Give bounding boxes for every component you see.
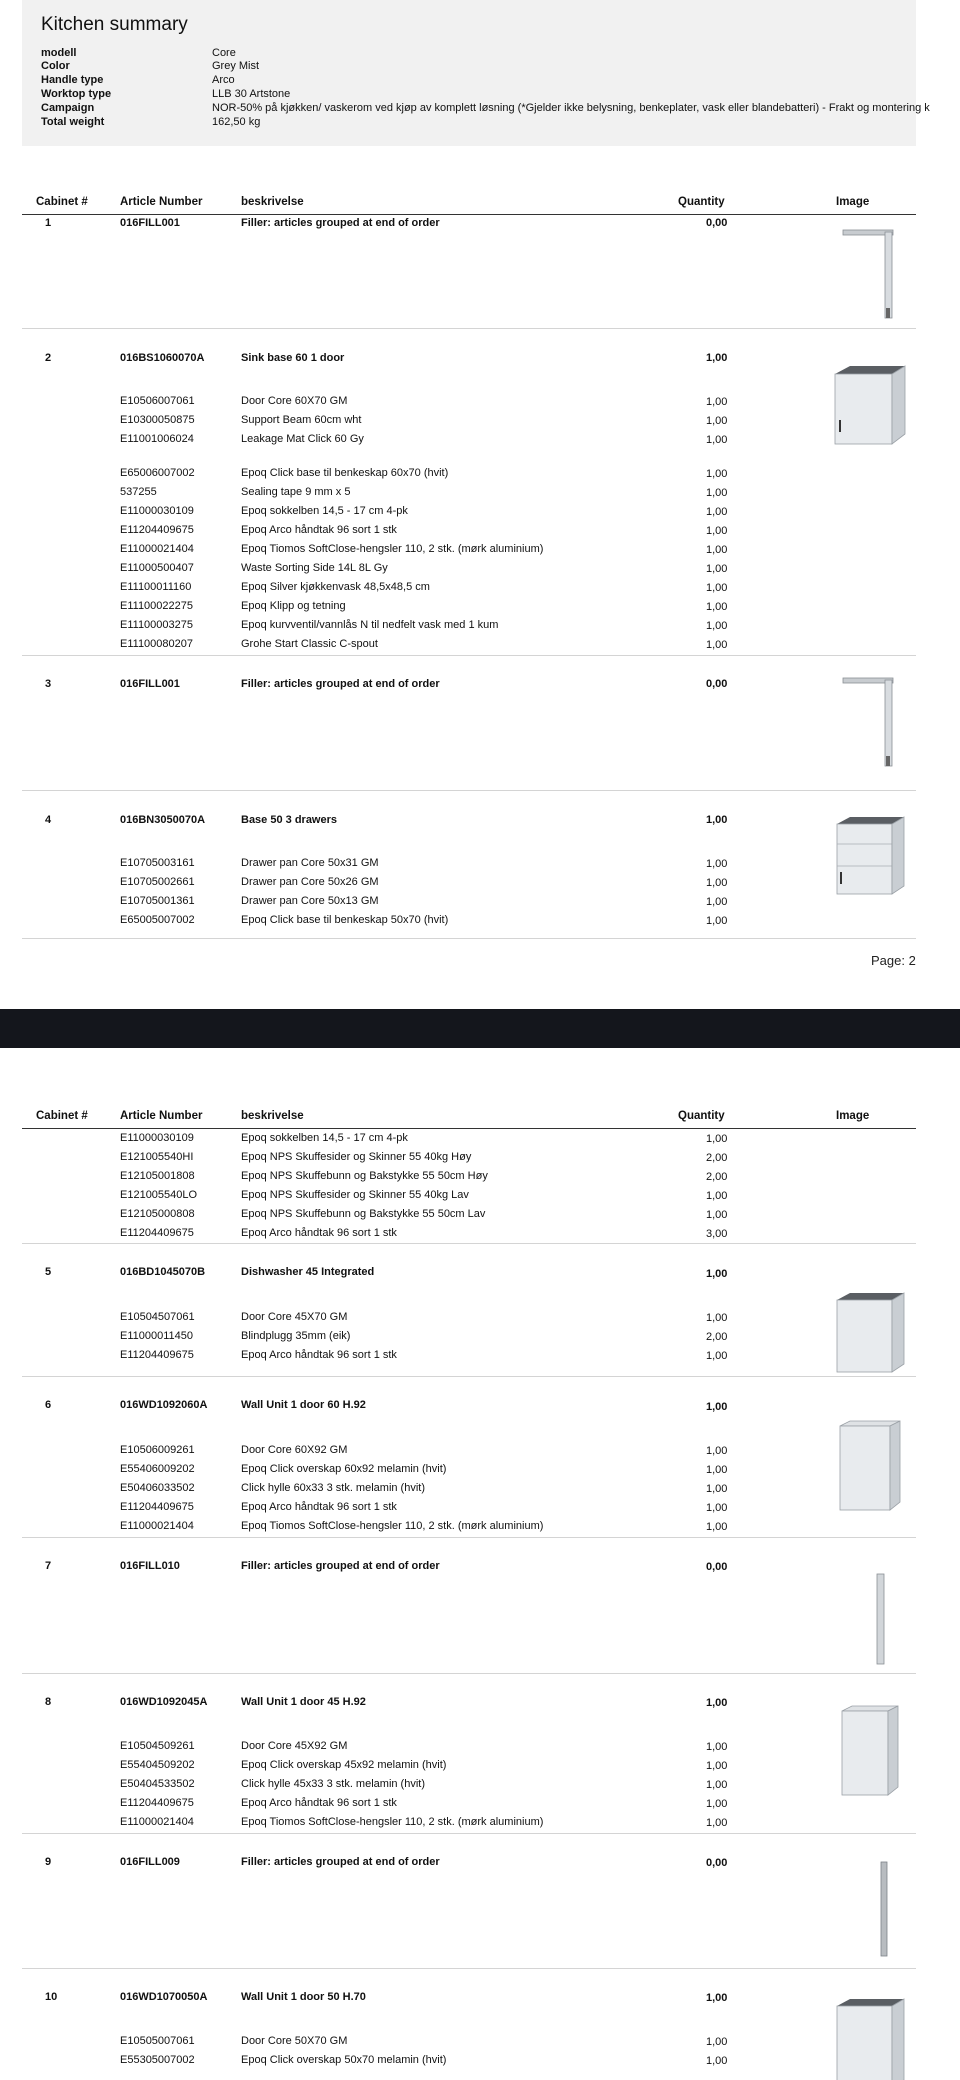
quantity: 3,00 bbox=[706, 1228, 728, 1240]
quantity: 1,00 bbox=[706, 1760, 728, 1772]
quantity: 0,00 bbox=[706, 678, 728, 690]
quantity: 1,00 bbox=[706, 1817, 728, 1829]
article-number: 016BD1045070B bbox=[120, 1266, 206, 1278]
description: Epoq Tiomos SoftClose-hengsler 110, 2 stk. (mørk aluminium) bbox=[241, 1816, 544, 1828]
description: Epoq NPS Skuffesider og Skinner 55 40kg Lav bbox=[241, 1189, 469, 1201]
cabinet-number: 8 bbox=[45, 1696, 52, 1708]
article-number: E11000030109 bbox=[120, 1132, 194, 1144]
quantity: 1,00 bbox=[706, 1741, 728, 1753]
quantity: 1,00 bbox=[706, 563, 728, 575]
description: Epoq NPS Skuffebunn og Bakstykke 55 50cm Høy bbox=[241, 1170, 488, 1182]
quantity: 2,00 bbox=[706, 1152, 728, 1164]
article-number: E11204409675 bbox=[120, 1797, 194, 1809]
cabinet-number: 3 bbox=[45, 678, 52, 690]
description: Door Core 60X92 GM bbox=[241, 1444, 348, 1456]
cabinet-number: 5 bbox=[45, 1266, 52, 1278]
article-number: 537255 bbox=[120, 486, 157, 498]
quantity: 1,00 bbox=[706, 1133, 728, 1145]
quantity: 1,00 bbox=[706, 1190, 728, 1202]
summary-key: modell bbox=[41, 47, 77, 59]
description: Epoq Click overskap 60x92 melamin (hvit) bbox=[241, 1463, 447, 1475]
quantity: 1,00 bbox=[706, 1483, 728, 1495]
summary-key: Handle type bbox=[41, 74, 104, 86]
description: Wall Unit 1 door 45 H.92 bbox=[241, 1696, 366, 1708]
quantity: 1,00 bbox=[706, 352, 728, 364]
description: Epoq Silver kjøkkenvask 48,5x48,5 cm bbox=[241, 581, 430, 593]
description: Drawer pan Core 50x31 GM bbox=[241, 857, 379, 869]
row-separator bbox=[22, 1968, 916, 1969]
description: Epoq Tiomos SoftClose-hengsler 110, 2 stk. (mørk aluminium) bbox=[241, 1520, 544, 1532]
filler-image bbox=[842, 228, 897, 323]
description: Dishwasher 45 Integrated bbox=[241, 1266, 375, 1278]
quantity: 1,00 bbox=[706, 1521, 728, 1533]
quantity: 1,00 bbox=[706, 1312, 728, 1324]
description: Wall Unit 1 door 50 H.70 bbox=[241, 1991, 366, 2003]
quantity: 1,00 bbox=[706, 877, 728, 889]
article-number: E12105001808 bbox=[120, 1170, 195, 1182]
quantity: 1,00 bbox=[706, 1502, 728, 1514]
description: Epoq Arco håndtak 96 sort 1 stk bbox=[241, 524, 397, 536]
quantity: 2,00 bbox=[706, 1171, 728, 1183]
article-number: E10504509261 bbox=[120, 1740, 195, 1752]
wall-unit-image bbox=[838, 1705, 903, 1797]
article-number: E11100011160 bbox=[120, 581, 192, 593]
header-quantity: Quantity bbox=[678, 1110, 725, 1122]
quantity: 1,00 bbox=[706, 2036, 728, 2048]
wall-unit-image bbox=[836, 1420, 906, 1512]
quantity: 1,00 bbox=[706, 1798, 728, 1810]
description: Support Beam 60cm wht bbox=[241, 414, 362, 426]
filler-image bbox=[872, 1572, 892, 1668]
filler-image bbox=[876, 1860, 896, 1960]
quantity: 1,00 bbox=[706, 487, 728, 499]
description: Filler: articles grouped at end of order bbox=[241, 1856, 440, 1868]
article-number: 016WD1092060A bbox=[120, 1399, 208, 1411]
quantity: 1,00 bbox=[706, 1268, 728, 1280]
quantity: 1,00 bbox=[706, 915, 728, 927]
article-number: 016WD1070050A bbox=[120, 1991, 208, 2003]
row-separator bbox=[22, 655, 916, 656]
article-number: E10705001361 bbox=[120, 895, 195, 907]
row-separator bbox=[22, 328, 916, 329]
article-number: E11001006024 bbox=[120, 433, 194, 445]
header-article: Article Number bbox=[120, 1110, 203, 1122]
row-separator bbox=[22, 1673, 916, 1674]
article-number: E11000011450 bbox=[120, 1330, 193, 1342]
article-number: E11204409675 bbox=[120, 1227, 194, 1239]
article-number: E11000030109 bbox=[120, 505, 194, 517]
article-number: 016FILL001 bbox=[120, 678, 180, 690]
summary-key: Total weight bbox=[41, 116, 105, 128]
quantity: 1,00 bbox=[706, 601, 728, 613]
quantity: 1,00 bbox=[706, 639, 728, 651]
article-number: E11204409675 bbox=[120, 1501, 194, 1513]
page-number: Page: 2 bbox=[871, 953, 916, 968]
quantity: 1,00 bbox=[706, 1209, 728, 1221]
description: Epoq sokkelben 14,5 - 17 cm 4-pk bbox=[241, 1132, 408, 1144]
description: Drawer pan Core 50x13 GM bbox=[241, 895, 379, 907]
article-number: E55406009202 bbox=[120, 1463, 195, 1475]
article-number: E11100003275 bbox=[120, 619, 193, 631]
article-number: E10506007061 bbox=[120, 395, 195, 407]
description: Click hylle 45x33 3 stk. melamin (hvit) bbox=[241, 1778, 426, 1790]
cabinet-number: 7 bbox=[45, 1560, 52, 1572]
quantity: 1,00 bbox=[706, 1992, 728, 2004]
article-number: E10506009261 bbox=[120, 1444, 195, 1456]
quantity: 2,00 bbox=[706, 1331, 728, 1343]
article-number: E10505007061 bbox=[120, 2035, 195, 2047]
header-article: Article Number bbox=[120, 196, 203, 208]
row-separator bbox=[22, 1376, 916, 1377]
kitchen-summary bbox=[22, 0, 930, 146]
description: Grohe Start Classic C-spout bbox=[241, 638, 378, 650]
quantity: 1,00 bbox=[706, 814, 728, 826]
description: Epoq Arco håndtak 96 sort 1 stk bbox=[241, 1227, 397, 1239]
article-number: E11000021404 bbox=[120, 543, 194, 555]
summary-value: LLB 30 Artstone bbox=[212, 88, 291, 100]
description: Door Core 45X70 GM bbox=[241, 1311, 348, 1323]
header-image: Image bbox=[836, 196, 870, 208]
quantity: 1,00 bbox=[706, 506, 728, 518]
article-number: E10705002661 bbox=[120, 876, 195, 888]
description: Leakage Mat Click 60 Gy bbox=[241, 433, 364, 445]
article-number: E11000021404 bbox=[120, 1520, 194, 1532]
header-cabinet: Cabinet # bbox=[36, 1110, 88, 1122]
header-description: beskrivelse bbox=[241, 1110, 304, 1122]
article-number: E11000021404 bbox=[120, 1816, 194, 1828]
article-number: E121005540HI bbox=[120, 1151, 194, 1163]
dishwasher-image bbox=[832, 1290, 912, 1380]
sink-base-image bbox=[830, 362, 910, 452]
description: Sealing tape 9 mm x 5 bbox=[241, 486, 351, 498]
description: Epoq NPS Skuffesider og Skinner 55 40kg Høy bbox=[241, 1151, 472, 1163]
description: Door Core 60X70 GM bbox=[241, 395, 348, 407]
cabinet-number: 10 bbox=[45, 1991, 58, 2003]
quantity: 1,00 bbox=[706, 544, 728, 556]
article-number: 016FILL010 bbox=[120, 1560, 180, 1572]
cabinet-number: 2 bbox=[45, 352, 52, 364]
summary-value: Core bbox=[212, 47, 236, 59]
quantity: 1,00 bbox=[706, 1350, 728, 1362]
quantity: 1,00 bbox=[706, 396, 728, 408]
header-description: beskrivelse bbox=[241, 196, 304, 208]
row-separator bbox=[22, 1243, 916, 1244]
description: Click hylle 60x33 3 stk. melamin (hvit) bbox=[241, 1482, 426, 1494]
article-number: E11000500407 bbox=[120, 562, 194, 574]
description: Epoq Arco håndtak 96 sort 1 stk bbox=[241, 1501, 397, 1513]
summary-key: Color bbox=[41, 60, 70, 72]
quantity: 1,00 bbox=[706, 582, 728, 594]
article-number: E10705003161 bbox=[120, 857, 195, 869]
description: Epoq sokkelben 14,5 - 17 cm 4-pk bbox=[241, 505, 408, 517]
table-header bbox=[22, 1106, 916, 1129]
description: Door Core 50X70 GM bbox=[241, 2035, 348, 2047]
description: Wall Unit 1 door 60 H.92 bbox=[241, 1399, 366, 1411]
article-number: E12105000808 bbox=[120, 1208, 195, 1220]
filler-image bbox=[842, 676, 897, 771]
quantity: 1,00 bbox=[706, 525, 728, 537]
cabinet-number: 1 bbox=[45, 217, 52, 229]
description: Epoq Klipp og tetning bbox=[241, 600, 346, 612]
row-separator bbox=[22, 1537, 916, 1538]
description: Epoq Tiomos SoftClose-hengsler 110, 2 stk. (mørk aluminium) bbox=[241, 543, 544, 555]
article-number: E10300050875 bbox=[120, 414, 195, 426]
description: Sink base 60 1 door bbox=[241, 352, 345, 364]
article-number: E121005540LO bbox=[120, 1189, 198, 1201]
drawer-base-image bbox=[832, 814, 912, 904]
article-number: 016WD1092045A bbox=[120, 1696, 208, 1708]
article-number: 016BN3050070A bbox=[120, 814, 206, 826]
quantity: 1,00 bbox=[706, 1445, 728, 1457]
quantity: 1,00 bbox=[706, 1779, 728, 1791]
description: Epoq NPS Skuffebunn og Bakstykke 55 50cm Lav bbox=[241, 1208, 486, 1220]
quantity: 1,00 bbox=[706, 858, 728, 870]
description: Epoq Arco håndtak 96 sort 1 stk bbox=[241, 1349, 397, 1361]
article-number: E10504507061 bbox=[120, 1311, 195, 1323]
quantity: 0,00 bbox=[706, 217, 728, 229]
article-number: E65006007002 bbox=[120, 467, 195, 479]
description: Waste Sorting Side 14L 8L Gy bbox=[241, 562, 388, 574]
article-number: E55305007002 bbox=[120, 2054, 195, 2066]
quantity: 1,00 bbox=[706, 468, 728, 480]
summary-value: Grey Mist bbox=[212, 60, 260, 72]
cabinet-number: 4 bbox=[45, 814, 52, 826]
article-number: 016FILL001 bbox=[120, 217, 180, 229]
description: Epoq Click base til benkeskap 60x70 (hvit) bbox=[241, 467, 449, 479]
header-cabinet: Cabinet # bbox=[36, 196, 88, 208]
quantity: 1,00 bbox=[706, 896, 728, 908]
row-separator bbox=[22, 938, 916, 939]
article-number: E50406033502 bbox=[120, 1482, 195, 1494]
description: Blindplugg 35mm (eik) bbox=[241, 1330, 351, 1342]
page-2 bbox=[0, 0, 960, 1009]
quantity: 0,00 bbox=[706, 1561, 728, 1573]
table-header bbox=[22, 192, 916, 215]
description: Epoq Click base til benkeskap 50x70 (hvit) bbox=[241, 914, 449, 926]
description: Epoq Arco håndtak 96 sort 1 stk bbox=[241, 1797, 397, 1809]
article-number: 016FILL009 bbox=[120, 1856, 180, 1868]
summary-key: Campaign bbox=[41, 102, 95, 114]
quantity: 0,00 bbox=[706, 1857, 728, 1869]
page-divider bbox=[0, 1009, 960, 1048]
quantity: 1,00 bbox=[706, 1401, 728, 1413]
row-separator bbox=[22, 1833, 916, 1834]
description: Base 50 3 drawers bbox=[241, 814, 338, 826]
header-quantity: Quantity bbox=[678, 196, 725, 208]
summary-value: NOR-50% på kjøkken/ vaskerom ved kjøp av komplett løsning (*Gjelder ikke belysning, benkeplater, vask eller blandebatteri) - Frakt og montering k bbox=[212, 102, 930, 114]
description: Door Core 45X92 GM bbox=[241, 1740, 348, 1752]
article-number: E11100022275 bbox=[120, 600, 193, 612]
quantity: 1,00 bbox=[706, 1697, 728, 1709]
summary-title: Kitchen summary bbox=[41, 14, 188, 35]
quantity: 1,00 bbox=[706, 415, 728, 427]
article-number: E11204409675 bbox=[120, 524, 194, 536]
description: Epoq kurvventil/vannlås N til nedfelt vask med 1 kum bbox=[241, 619, 499, 631]
quantity: 1,00 bbox=[706, 620, 728, 632]
cabinet-number: 9 bbox=[45, 1856, 52, 1868]
header-image: Image bbox=[836, 1110, 870, 1122]
description: Epoq Click overskap 50x70 melamin (hvit) bbox=[241, 2054, 447, 2066]
quantity: 1,00 bbox=[706, 434, 728, 446]
article-number: E11100080207 bbox=[120, 638, 193, 650]
description: Filler: articles grouped at end of order bbox=[241, 1560, 440, 1572]
description: Filler: articles grouped at end of order bbox=[241, 678, 440, 690]
row-separator bbox=[22, 790, 916, 791]
description: Drawer pan Core 50x26 GM bbox=[241, 876, 379, 888]
article-number: E50404533502 bbox=[120, 1778, 195, 1790]
summary-key: Worktop type bbox=[41, 88, 112, 100]
summary-value: 162,50 kg bbox=[212, 116, 261, 128]
description: Filler: articles grouped at end of order bbox=[241, 217, 440, 229]
cabinet-number: 6 bbox=[45, 1399, 52, 1411]
summary-value: Arco bbox=[212, 74, 235, 86]
description: Epoq Click overskap 45x92 melamin (hvit) bbox=[241, 1759, 447, 1771]
wall-unit-image bbox=[832, 1996, 912, 2080]
article-number: E65005007002 bbox=[120, 914, 195, 926]
quantity: 1,00 bbox=[706, 1464, 728, 1476]
quantity: 1,00 bbox=[706, 2055, 728, 2067]
article-number: 016BS1060070A bbox=[120, 352, 205, 364]
article-number: E55404509202 bbox=[120, 1759, 195, 1771]
article-number: E11204409675 bbox=[120, 1349, 194, 1361]
